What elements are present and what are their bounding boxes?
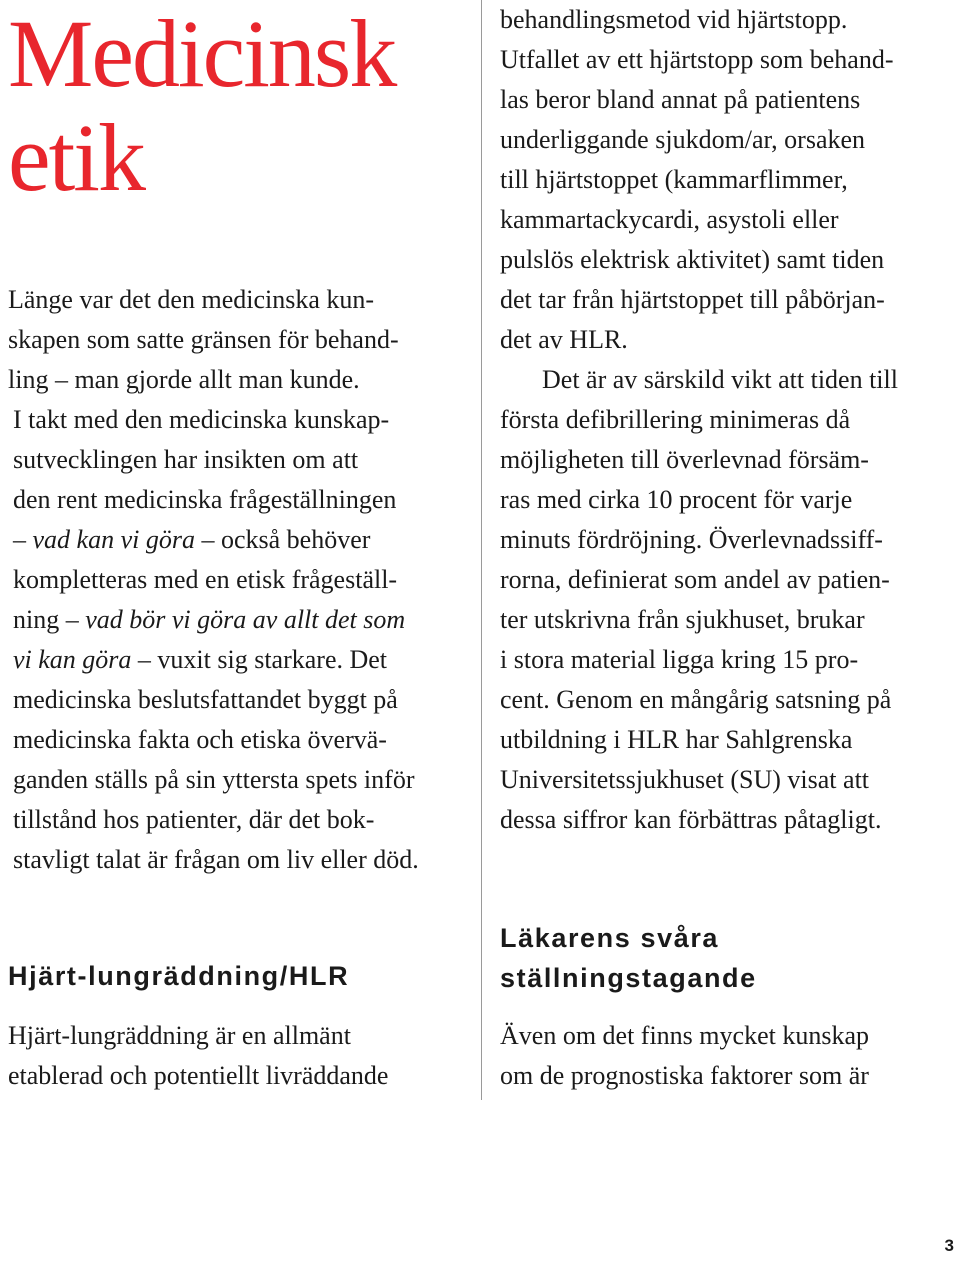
- text-line: – vad kan vi göra – också behöver: [13, 525, 371, 554]
- text-line: behandlingsmetod vid hjärtstopp.: [500, 5, 848, 34]
- text-line: vi kan göra – vuxit sig starkare. Det: [13, 645, 388, 674]
- title-line-2: etik: [8, 104, 144, 211]
- text-line: till hjärtstoppet (kammarflimmer,: [500, 165, 848, 194]
- text-line: ganden ställs på sin yttersta spets inför: [13, 765, 415, 794]
- text-line: ras med cirka 10 procent för varje: [500, 485, 853, 514]
- text-line: I takt med den medicinska kunskap-: [13, 405, 390, 434]
- text-line: minuts fördröjning. Överlevnadssiff-: [500, 525, 883, 554]
- text-line: rorna, definierat som andel av patien-: [500, 565, 890, 594]
- heading-line-2: ställningstagande: [500, 963, 757, 993]
- text-line: ter utskrivna från sjukhuset, brukar: [500, 605, 865, 634]
- section-heading-hlr: Hjärt-lungräddning/HLR: [8, 961, 350, 991]
- text-line: medicinska beslutsfattandet byggt på: [13, 685, 398, 714]
- text-line: om de prognostiska faktorer som är: [500, 1061, 869, 1090]
- text-line: etablerad och potentiellt livräddande: [8, 1061, 389, 1090]
- paragraph: [500, 0, 958, 360]
- text-line: pulslös elektrisk aktivitet) samt tiden: [500, 245, 885, 274]
- text-line: Utfallet av ett hjärtstopp som behand-: [500, 45, 894, 74]
- paragraph: [8, 1016, 470, 1096]
- text-line: möjligheten till överlevnad försäm-: [500, 445, 869, 474]
- text-line: den rent medicinska frågeställningen: [13, 485, 397, 514]
- heading-line-1: Läkarens svåra: [500, 923, 720, 953]
- text-line: sutvecklingen har insikten om att: [13, 445, 359, 474]
- text-line: tillstånd hos patienter, där det bok-: [13, 805, 375, 834]
- section-hlr-text: [8, 1016, 470, 1096]
- text-line: Hjärt-lungräddning är en allmänt: [8, 1021, 351, 1050]
- intro-paragraph-1: [8, 280, 470, 400]
- text-line: Det är av särskild vikt att tiden till: [542, 365, 898, 394]
- text-line: Länge var det den medicinska kun-: [8, 285, 375, 314]
- text-line: utbildning i HLR har Sahlgrenska: [500, 725, 853, 754]
- title-line-1: Medicinsk: [8, 0, 396, 107]
- text-line: underliggande sjukdom/ar, orsaken: [500, 125, 866, 154]
- text-line: det tar från hjärtstoppet till påbörjan-: [500, 285, 885, 314]
- text-line: skapen som satte gränsen för behand-: [8, 325, 399, 354]
- text-line: stavligt talat är frågan om liv eller död.: [13, 845, 419, 874]
- text-line: las beror bland annat på patientens: [500, 85, 861, 114]
- right-column-text: [500, 0, 958, 840]
- paragraph: [500, 1016, 958, 1096]
- column-divider: [481, 0, 482, 1100]
- text-line: ning – vad bör vi göra av allt det som: [13, 605, 406, 634]
- page-number: 3: [944, 1236, 954, 1255]
- article-title: [8, 2, 395, 210]
- text-line: Universitetssjukhuset (SU) visat att: [500, 765, 870, 794]
- section-heading-lakarens: [500, 918, 757, 998]
- text-line: cent. Genom en mångårig satsning på: [500, 685, 892, 714]
- text-line: dessa siffror kan förbättras påtagligt.: [500, 805, 882, 834]
- paragraph: [500, 360, 958, 840]
- text-line: kammartackycardi, asystoli eller: [500, 205, 839, 234]
- section-lakarens-text: [500, 1016, 958, 1096]
- text-line: det av HLR.: [500, 325, 628, 354]
- text-line: första defibrillering minimeras då: [500, 405, 851, 434]
- text-line: ling – man gjorde allt man kunde.: [8, 365, 360, 394]
- text-line: Även om det finns mycket kunskap: [500, 1021, 869, 1050]
- text-line: i stora material ligga kring 15 pro-: [500, 645, 859, 674]
- intro-paragraph-2: [8, 400, 470, 880]
- text-line: medicinska fakta och etiska övervä-: [13, 725, 387, 754]
- text-line: kompletteras med en etisk frågeställ-: [13, 565, 398, 594]
- intro-paragraphs: [8, 280, 470, 880]
